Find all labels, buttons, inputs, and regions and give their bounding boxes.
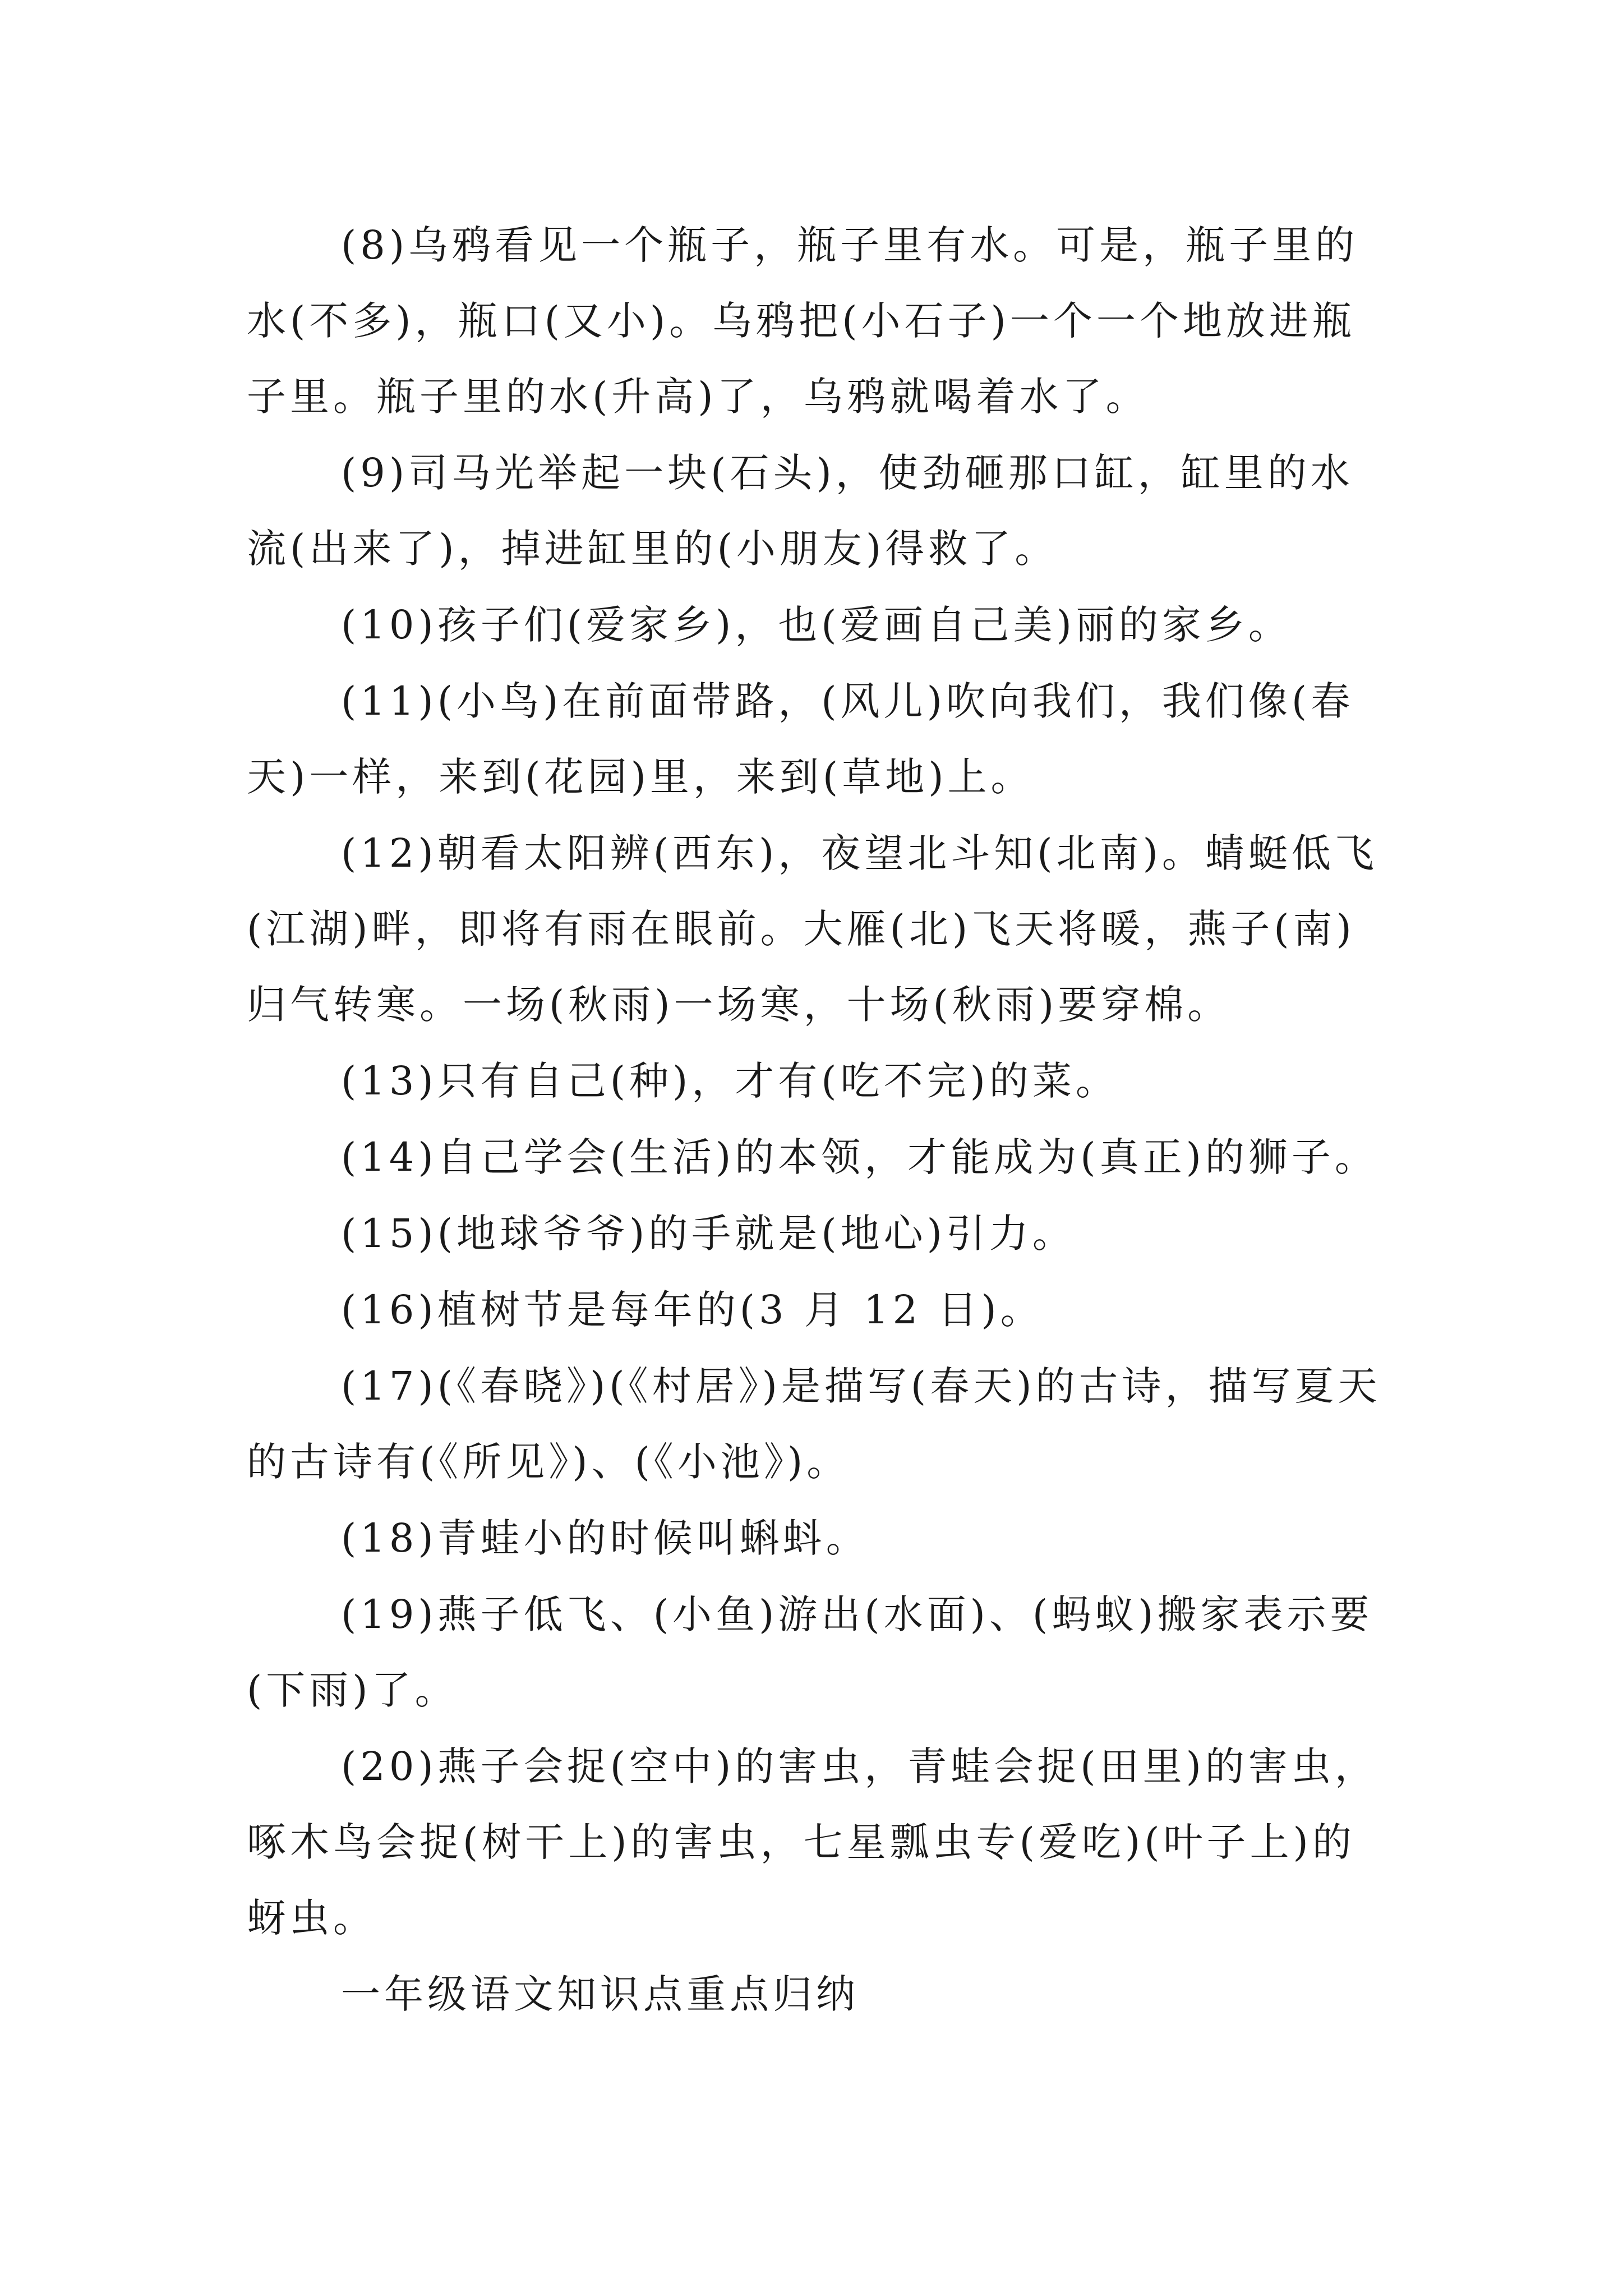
paragraph-item-13: (13)只有自己(种)，才有(吃不完)的菜。: [341, 1058, 1119, 1104]
paragraph-item-10: (10)孩子们(爱家乡)，也(爱画自己美)丽的家乡。: [341, 602, 1292, 648]
section-heading: 一年级语文知识点重点归纳: [341, 1971, 859, 2017]
paragraph-item-20: (20)燕子会捉(空中)的害虫，青蛙会捉(田里)的害虫，啄木鸟会捉(树干上)的害虫，七星瓢虫专(爱吃)(叶子上)的蚜虫。: [247, 1743, 1378, 1941]
paragraph-item-11: (11)(小鸟)在前面带路，(风儿)吹向我们，我们像(春天)一样，来到(花园)里，来到(草地)上。: [247, 678, 1354, 800]
paragraph-item-16: (16)植树节是每年的(3 月 12 日)。: [341, 1287, 1044, 1333]
paragraph-item-18: (18)青蛙小的时候叫蝌蚪。: [341, 1515, 869, 1561]
paragraph-item-12: (12)朝看太阳辨(西东)，夜望北斗知(北南)。蜻蜓低飞(江湖)畔，即将有雨在眼前。大雁(北)飞天将暖，燕子(南)归气转寒。一场(秋雨)一场寒，十场(秋雨)要穿棉。: [247, 830, 1378, 1028]
paragraph-item-15: (15)(地球爷爷)的手就是(地心)引力。: [341, 1211, 1076, 1257]
paragraph-item-14: (14)自己学会(生活)的本领，才能成为(真正)的狮子。: [341, 1134, 1378, 1180]
paragraph-item-19: (19)燕子低飞、(小鱼)游出(水面)、(蚂蚁)搬家表示要(下雨)了。: [247, 1591, 1373, 1713]
paragraph-item-17: (17)(《春晓》)(《村居》)是描写(春天)的古诗，描写夏天的古诗有(《所见》)、(《小池》)。: [247, 1363, 1381, 1485]
document-page: [247, 208, 1391, 2033]
paragraph-item-9: (9)司马光举起一块(石头)，使劲砸那口缸，缸里的水流(出来了)，掉进缸里的(小朋友)得救了。: [247, 450, 1354, 572]
paragraph-item-8: (8)乌鸦看见一个瓶子，瓶子里有水。可是，瓶子里的水(不多)，瓶口(又小)。乌鸦把(小石子)一个一个地放进瓶子里。瓶子里的水(升高)了，乌鸦就喝着水了。: [247, 222, 1359, 420]
